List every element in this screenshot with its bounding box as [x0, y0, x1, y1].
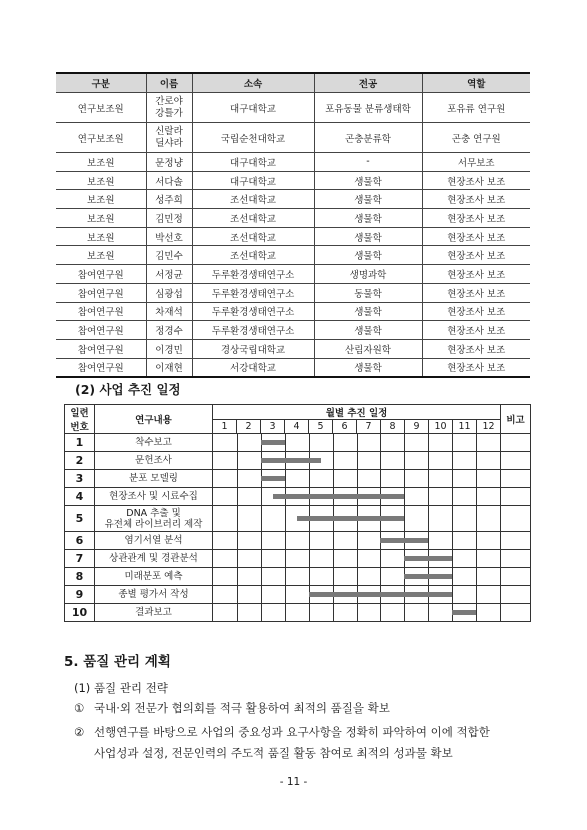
staff-cell-major: 생물학	[314, 209, 422, 228]
staff-cell-role: 현장조사 보조	[422, 358, 530, 377]
schedule-note-cell	[501, 452, 531, 470]
schedule-task-label: 상관관계 및 경관분석	[95, 550, 213, 568]
schedule-gantt-cell	[213, 550, 501, 568]
staff-cell-affiliation: 대구대학교	[192, 93, 314, 123]
staff-cell-name: 이경민	[146, 339, 192, 358]
staff-row	[56, 93, 530, 123]
schedule-header-note: 비고	[501, 405, 531, 434]
schedule-row-number: 8	[65, 568, 95, 586]
staff-header-category: 구분	[56, 73, 146, 93]
strategy-item	[74, 698, 544, 719]
staff-cell-affiliation: 조선대학교	[192, 227, 314, 246]
staff-row	[56, 153, 530, 172]
schedule-task-label: 미래분포 예측	[95, 568, 213, 586]
section-subtitle: (1) 품질 관리 전략	[74, 681, 168, 695]
strategy-item-marker: ①	[74, 701, 85, 715]
schedule-row	[65, 550, 531, 568]
staff-cell-category: 참여연구원	[56, 339, 146, 358]
schedule-gantt-cell	[213, 586, 501, 604]
staff-cell-role: 현장조사 보조	[422, 190, 530, 209]
staff-cell-name: 심광섭	[146, 283, 192, 302]
schedule-task-label: 착수보고	[95, 434, 213, 452]
staff-header-role: 역할	[422, 73, 530, 93]
staff-cell-affiliation: 두루환경생태연구소	[192, 321, 314, 340]
month-header: 4	[285, 420, 309, 434]
schedule-task-label: 염기서열 분석	[95, 532, 213, 550]
staff-cell-category: 참여연구원	[56, 265, 146, 284]
staff-cell-category: 연구보조원	[56, 123, 146, 153]
schedule-row	[65, 586, 531, 604]
schedule-row-number: 10	[65, 604, 95, 622]
staff-row	[56, 123, 530, 153]
staff-cell-affiliation: 서강대학교	[192, 358, 314, 377]
staff-cell-affiliation: 경상국립대학교	[192, 339, 314, 358]
schedule-task-label: 종별 평가서 작성	[95, 586, 213, 604]
staff-cell-major: -	[314, 153, 422, 172]
staff-cell-name: 이재현	[146, 358, 192, 377]
staff-cell-major: 생물학	[314, 321, 422, 340]
staff-cell-role: 현장조사 보조	[422, 339, 530, 358]
staff-cell-affiliation: 조선대학교	[192, 246, 314, 265]
schedule-note-cell	[501, 506, 531, 532]
schedule-row-number: 4	[65, 488, 95, 506]
schedule-row-number: 7	[65, 550, 95, 568]
staff-table	[56, 72, 530, 378]
schedule-task-label: 결과보고	[95, 604, 213, 622]
schedule-note-cell	[501, 434, 531, 452]
month-header: 11	[453, 420, 477, 434]
staff-cell-category: 보조원	[56, 153, 146, 172]
staff-cell-role: 포유류 연구원	[422, 93, 530, 123]
schedule-table	[64, 404, 531, 622]
staff-cell-name: 김민정	[146, 209, 192, 228]
schedule-row	[65, 452, 531, 470]
gantt-bar	[261, 458, 321, 463]
schedule-header-months-title: 월별 추진 일정	[213, 405, 501, 420]
strategy-item-marker: ②	[74, 725, 85, 739]
gantt-bar	[261, 440, 285, 445]
staff-cell-name: 정경수	[146, 321, 192, 340]
staff-cell-name: 간로야 강틀가	[146, 93, 192, 123]
staff-cell-name: 김민수	[146, 246, 192, 265]
staff-cell-role: 현장조사 보조	[422, 265, 530, 284]
strategy-item-text: 선행연구를 바탕으로 사업의 중요성과 요구사항을 정확히 파악하여 이에 적합한	[94, 725, 490, 739]
schedule-row	[65, 488, 531, 506]
staff-cell-name: 차재석	[146, 302, 192, 321]
gantt-bar	[404, 556, 452, 561]
staff-row	[56, 190, 530, 209]
staff-cell-affiliation: 두루환경생태연구소	[192, 302, 314, 321]
schedule-note-cell	[501, 532, 531, 550]
schedule-row	[65, 470, 531, 488]
schedule-note-cell	[501, 568, 531, 586]
staff-cell-category: 보조원	[56, 227, 146, 246]
staff-cell-affiliation: 조선대학교	[192, 209, 314, 228]
staff-row	[56, 302, 530, 321]
month-header: 6	[333, 420, 357, 434]
staff-cell-major: 생물학	[314, 302, 422, 321]
schedule-row	[65, 604, 531, 622]
section-title: 5. 품질 관리 계획	[64, 654, 171, 670]
staff-cell-major: 생물학	[314, 246, 422, 265]
schedule-row	[65, 568, 531, 586]
strategy-item	[74, 722, 544, 764]
schedule-row-number: 5	[65, 506, 95, 532]
staff-cell-role: 현장조사 보조	[422, 302, 530, 321]
gantt-bar	[452, 610, 476, 615]
schedule-header-task: 연구내용	[95, 405, 213, 434]
staff-cell-name: 문정냥	[146, 153, 192, 172]
schedule-row	[65, 532, 531, 550]
staff-cell-name: 신랄라 딜샤라	[146, 123, 192, 153]
schedule-note-cell	[501, 550, 531, 568]
staff-cell-role: 현장조사 보조	[422, 321, 530, 340]
staff-cell-name: 서다솔	[146, 171, 192, 190]
page-number: - 11 -	[279, 776, 308, 788]
staff-cell-affiliation: 국립순천대학교	[192, 123, 314, 153]
month-header: 5	[309, 420, 333, 434]
staff-cell-name: 박선호	[146, 227, 192, 246]
schedule-note-cell	[501, 586, 531, 604]
gantt-bar	[380, 538, 428, 543]
staff-cell-role: 현장조사 보조	[422, 246, 530, 265]
staff-cell-category: 참여연구원	[56, 302, 146, 321]
staff-cell-category: 참여연구원	[56, 283, 146, 302]
staff-row	[56, 209, 530, 228]
staff-header-affiliation: 소속	[192, 73, 314, 93]
staff-cell-category: 보조원	[56, 171, 146, 190]
month-header: 3	[261, 420, 285, 434]
month-header: 7	[357, 420, 381, 434]
staff-cell-category: 보조원	[56, 190, 146, 209]
staff-row	[56, 227, 530, 246]
staff-cell-role: 곤충 연구원	[422, 123, 530, 153]
staff-header-major: 전공	[314, 73, 422, 93]
staff-header-row	[56, 73, 530, 93]
schedule-gantt-cell	[213, 604, 501, 622]
gantt-bar	[309, 592, 453, 597]
staff-cell-major: 생명과학	[314, 265, 422, 284]
staff-row	[56, 246, 530, 265]
staff-cell-category: 보조원	[56, 246, 146, 265]
staff-cell-name: 성주희	[146, 190, 192, 209]
staff-cell-major: 곤충분류학	[314, 123, 422, 153]
staff-row	[56, 339, 530, 358]
staff-cell-affiliation: 두루환경생태연구소	[192, 283, 314, 302]
staff-cell-major: 생물학	[314, 358, 422, 377]
schedule-gantt-cell	[213, 434, 501, 452]
schedule-row-number: 1	[65, 434, 95, 452]
staff-row	[56, 321, 530, 340]
schedule-row-number: 3	[65, 470, 95, 488]
staff-cell-major: 생물학	[314, 171, 422, 190]
month-header: 2	[237, 420, 261, 434]
staff-row	[56, 283, 530, 302]
schedule-gantt-cell	[213, 568, 501, 586]
gantt-bar	[273, 494, 405, 499]
staff-cell-category: 연구보조원	[56, 93, 146, 123]
staff-cell-name: 서정균	[146, 265, 192, 284]
staff-cell-role: 현장조사 보조	[422, 171, 530, 190]
schedule-row	[65, 434, 531, 452]
staff-cell-role: 현장조사 보조	[422, 209, 530, 228]
staff-cell-major: 포유동물 분류생태학	[314, 93, 422, 123]
staff-cell-major: 생물학	[314, 227, 422, 246]
staff-row	[56, 265, 530, 284]
schedule-row-number: 6	[65, 532, 95, 550]
staff-cell-affiliation: 대구대학교	[192, 153, 314, 172]
staff-row	[56, 171, 530, 190]
staff-cell-major: 산림자원학	[314, 339, 422, 358]
schedule-gantt-cell	[213, 506, 501, 532]
staff-cell-affiliation: 대구대학교	[192, 171, 314, 190]
staff-cell-affiliation: 조선대학교	[192, 190, 314, 209]
schedule-task-label: 현장조사 및 시료수집	[95, 488, 213, 506]
schedule-note-cell	[501, 488, 531, 506]
strategy-item-text: 국내·외 전문가 협의회를 적극 활용하여 최적의 품질을 확보	[94, 701, 390, 715]
schedule-task-label: 문헌조사	[95, 452, 213, 470]
schedule-task-label: DNA 추출 및 유전체 라이브러리 제작	[95, 506, 213, 532]
staff-cell-category: 참여연구원	[56, 321, 146, 340]
schedule-task-label: 분포 모델링	[95, 470, 213, 488]
staff-cell-role: 현장조사 보조	[422, 227, 530, 246]
staff-header-name: 이름	[146, 73, 192, 93]
staff-row	[56, 358, 530, 377]
staff-cell-category: 참여연구원	[56, 358, 146, 377]
schedule-header-no: 일련 번호	[65, 405, 95, 434]
month-header: 1	[213, 420, 237, 434]
schedule-gantt-cell	[213, 488, 501, 506]
staff-cell-affiliation: 두루환경생태연구소	[192, 265, 314, 284]
schedule-row	[65, 506, 531, 532]
month-header: 8	[381, 420, 405, 434]
staff-cell-role: 서무보조	[422, 153, 530, 172]
month-header: 12	[477, 420, 501, 434]
schedule-row-number: 9	[65, 586, 95, 604]
schedule-note-cell	[501, 470, 531, 488]
gantt-bar	[404, 574, 452, 579]
schedule-gantt-cell	[213, 452, 501, 470]
gantt-bar	[261, 476, 285, 481]
schedule-gantt-cell	[213, 532, 501, 550]
schedule-note-cell	[501, 604, 531, 622]
schedule-gantt-cell	[213, 470, 501, 488]
staff-cell-role: 현장조사 보조	[422, 283, 530, 302]
month-header: 9	[405, 420, 429, 434]
staff-cell-major: 생물학	[314, 190, 422, 209]
strategy-item-continuation: 사업성과 설정, 전문인력의 주도적 품질 활동 참여로 최적의 성과물 확보	[94, 746, 453, 760]
schedule-row-number: 2	[65, 452, 95, 470]
staff-cell-category: 보조원	[56, 209, 146, 228]
schedule-heading: (2) 사업 추진 일정	[75, 382, 181, 397]
month-header: 10	[429, 420, 453, 434]
gantt-bar	[297, 516, 405, 521]
staff-cell-major: 동물학	[314, 283, 422, 302]
